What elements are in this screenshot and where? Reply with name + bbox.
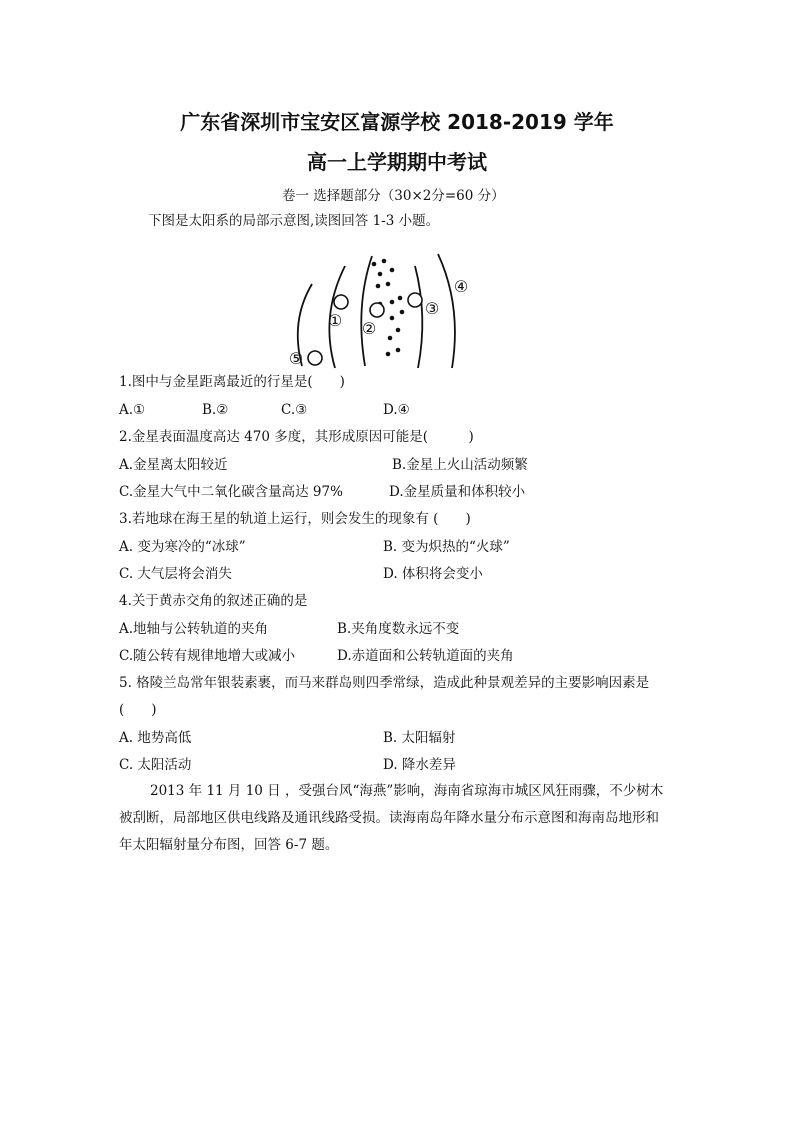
q1-option-d: D.④ xyxy=(383,402,410,418)
q2-option-d: D.金星质量和体积较小 xyxy=(389,484,526,500)
exam-title-line1: 广东省深圳市宝安区富源学校 2018-2019 学年 xyxy=(180,110,614,134)
section-header: 卷一 选择题部分（30×2分=60 分） xyxy=(282,188,505,204)
label-2: ② xyxy=(361,319,377,338)
q3-option-a: A. 变为寒冷的“冰球” xyxy=(119,539,246,555)
q5-option-c: C. 太阳活动 xyxy=(119,757,192,773)
q4-option-b: B.夹角度数永远不变 xyxy=(337,621,460,637)
q5-option-b: B. 太阳辐射 xyxy=(383,730,456,746)
label-5: ⑤ xyxy=(288,349,304,368)
exam-title-line2: 高一上学期期中考试 xyxy=(307,150,487,174)
q4-stem: 4.关于黄赤交角的叙述正确的是 xyxy=(119,593,308,609)
planet-1 xyxy=(334,295,348,309)
label-4: ④ xyxy=(453,277,469,296)
q5-stem: 5. 格陵兰岛常年银装素裹，而马来群岛则四季常绿，造成此种景观差异的主要影响因素是 xyxy=(119,675,650,691)
q1-option-b: B.② xyxy=(202,402,229,418)
q3-option-b: B. 变为炽热的“火球” xyxy=(383,539,510,555)
q2-option-c: C.金星大气中二氧化碳含量高达 97% xyxy=(119,484,343,500)
q2-option-b: B.金星上火山活动频繁 xyxy=(392,457,528,473)
label-3: ③ xyxy=(424,299,440,318)
q4-option-a: A.地轴与公转轨道的夹角 xyxy=(119,621,269,637)
q2-stem: 2.金星表面温度高达 470 多度，其形成原因可能是( ) xyxy=(119,429,474,445)
orbit-arc-5 xyxy=(438,254,455,368)
planet-3 xyxy=(408,293,422,307)
label-1: ① xyxy=(327,311,343,330)
planet-5 xyxy=(308,351,322,365)
q5-option-a: A. 地势高低 xyxy=(119,730,192,746)
q3-option-d: D. 体积将会变小 xyxy=(383,566,483,582)
figure-intro: 下图是太阳系的局部示意图,读图回答 1-3 小题。 xyxy=(148,213,440,229)
solar-system-diagram xyxy=(280,246,480,376)
q3-option-c: C. 大气层将会消失 xyxy=(119,566,232,582)
q3-stem: 3.若地球在海王星的轨道上运行，则会发生的现象有 ( ) xyxy=(119,511,471,527)
passage-line-2: 被刮断，局部地区供电线路及通讯线路受损。读海南岛年降水量分布示意图和海南岛地形和 xyxy=(119,810,659,826)
orbit-arc-4 xyxy=(415,266,422,368)
q5-option-d: D. 降水差异 xyxy=(383,757,456,773)
planet-2 xyxy=(370,303,384,317)
q1-stem: 1.图中与金星距离最近的行星是( ) xyxy=(119,374,345,390)
q1-option-a: A.① xyxy=(119,402,146,418)
q4-option-c: C.随公转有规律地增大或减小 xyxy=(119,648,296,664)
q2-option-a: A.金星离太阳较近 xyxy=(119,457,228,473)
passage-line-1: 2013 年 11 月 10 日 ，受强台风“海燕”影响，海南省琼海市城区风狂雨骤，不少树木 xyxy=(150,783,664,799)
q4-option-d: D.赤道面和公转轨道面的夹角 xyxy=(337,648,514,664)
passage-line-3: 年太阳辐射量分布图，回答 6-7 题。 xyxy=(119,837,339,853)
q1-option-c: C.③ xyxy=(281,402,308,418)
q5-answer-paren: ( ) xyxy=(119,702,157,718)
